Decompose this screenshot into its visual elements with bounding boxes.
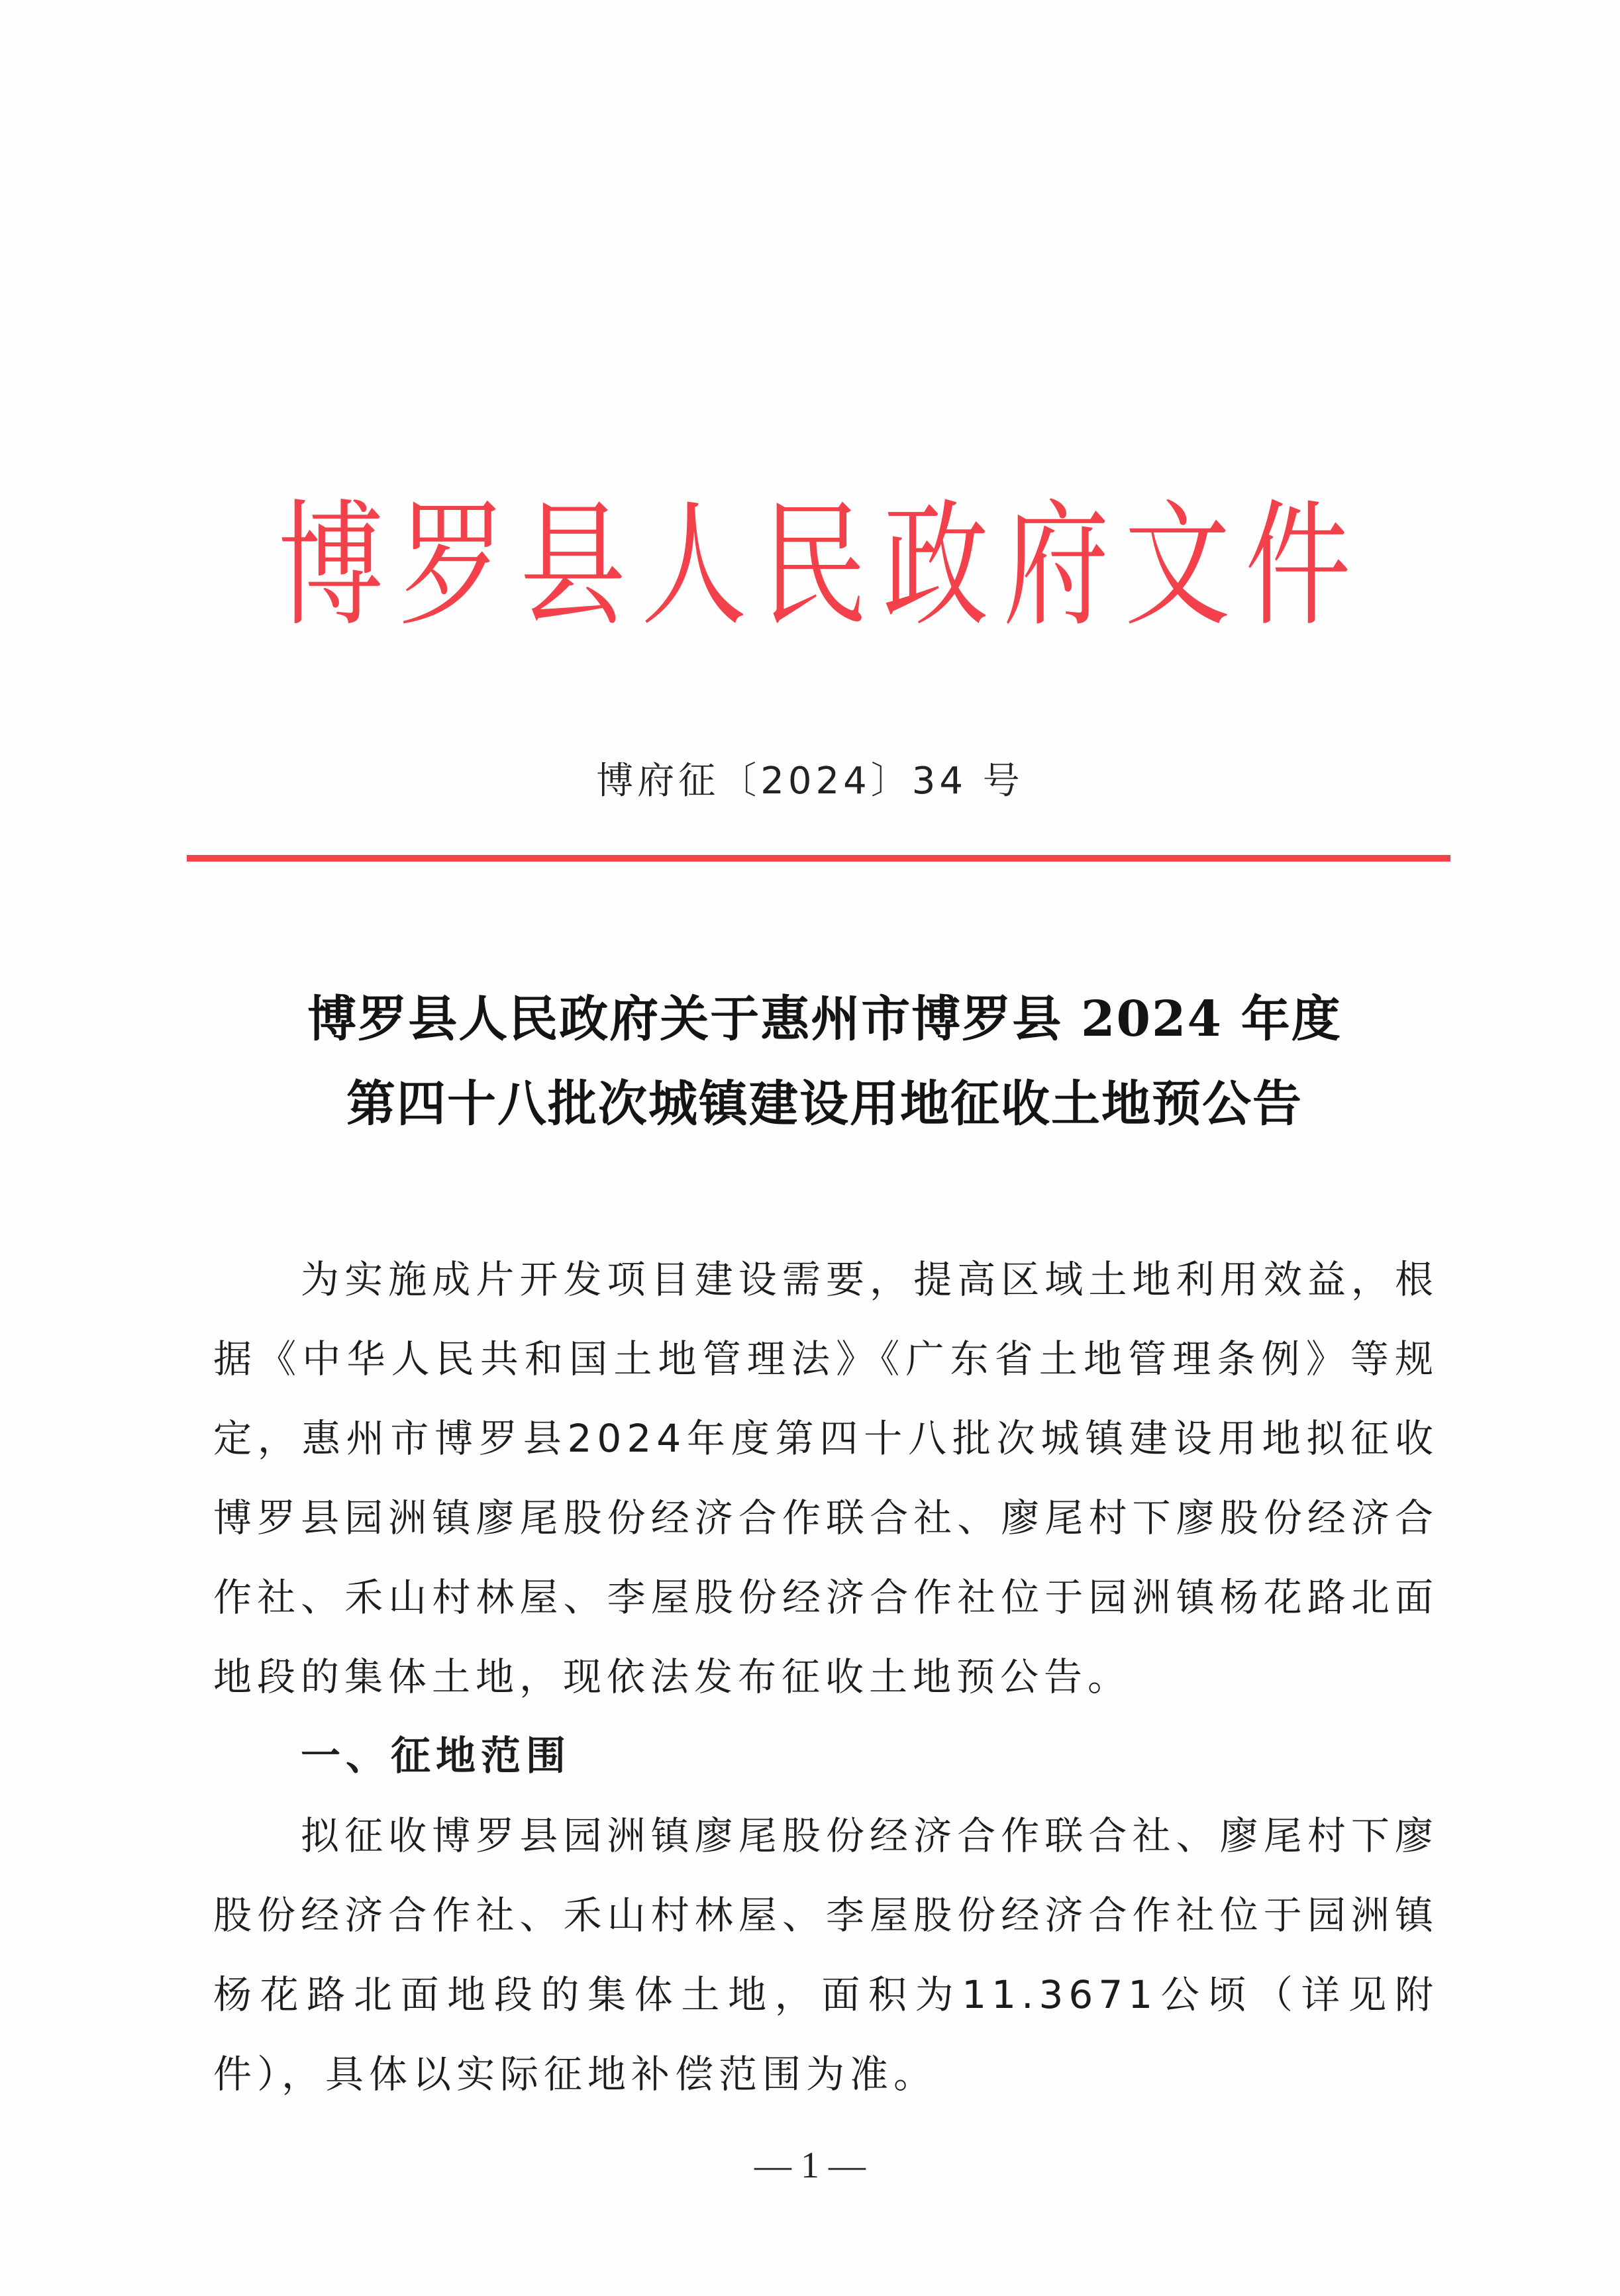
- masthead-char: 民: [761, 487, 868, 645]
- section-heading-land-scope: 一、征地范围: [301, 1733, 571, 1779]
- page-number: — 1 —: [754, 2145, 866, 2186]
- masthead-char: 文: [1124, 487, 1231, 645]
- notice-heading: [212, 977, 1437, 1146]
- masthead-title: [265, 487, 1351, 646]
- document-number: 博府征〔2024〕34 号: [596, 760, 1024, 803]
- notice-body: [213, 1240, 1439, 2114]
- masthead-char: 政: [882, 487, 989, 645]
- masthead-char: 件: [1244, 487, 1351, 645]
- red-divider-rule: [187, 855, 1450, 862]
- intro-paragraph: 为实施成片开发项目建设需要，提高区域土地利用效益，根据《中华人民共和国土地管理法》《广东省土地管理条例》等规定，惠州市博罗县2024年度第四十八批次城镇建设用地拟征收博罗县园洲镇廖尾股份经济合作联合社、廖尾村下廖股份经济合作社、禾山村林屋、李屋股份经济合作社位于园洲镇杨花路北面地段的集体土地，现依法发布征收土地预公告。: [213, 1257, 1439, 1699]
- masthead-char: 博: [278, 487, 384, 645]
- masthead-char: 罗: [399, 487, 505, 645]
- masthead-char: 人: [640, 487, 747, 645]
- masthead-char: 府: [1003, 487, 1109, 645]
- land-scope-paragraph: 拟征收博罗县园洲镇廖尾股份经济合作联合社、廖尾村下廖股份经济合作社、禾山村林屋、李屋股份经济合作社位于园洲镇杨花路北面地段的集体土地，面积为11.3671公顷（详见附件），具体以实际征地补偿范围为准。: [213, 1813, 1439, 2097]
- masthead-char: 县: [519, 487, 626, 645]
- heading-line-2: 第四十八批次城镇建设用地征收土地预公告: [346, 1075, 1303, 1132]
- heading-line-1: 博罗县人民政府关于惠州市博罗县 2024 年度: [307, 991, 1342, 1048]
